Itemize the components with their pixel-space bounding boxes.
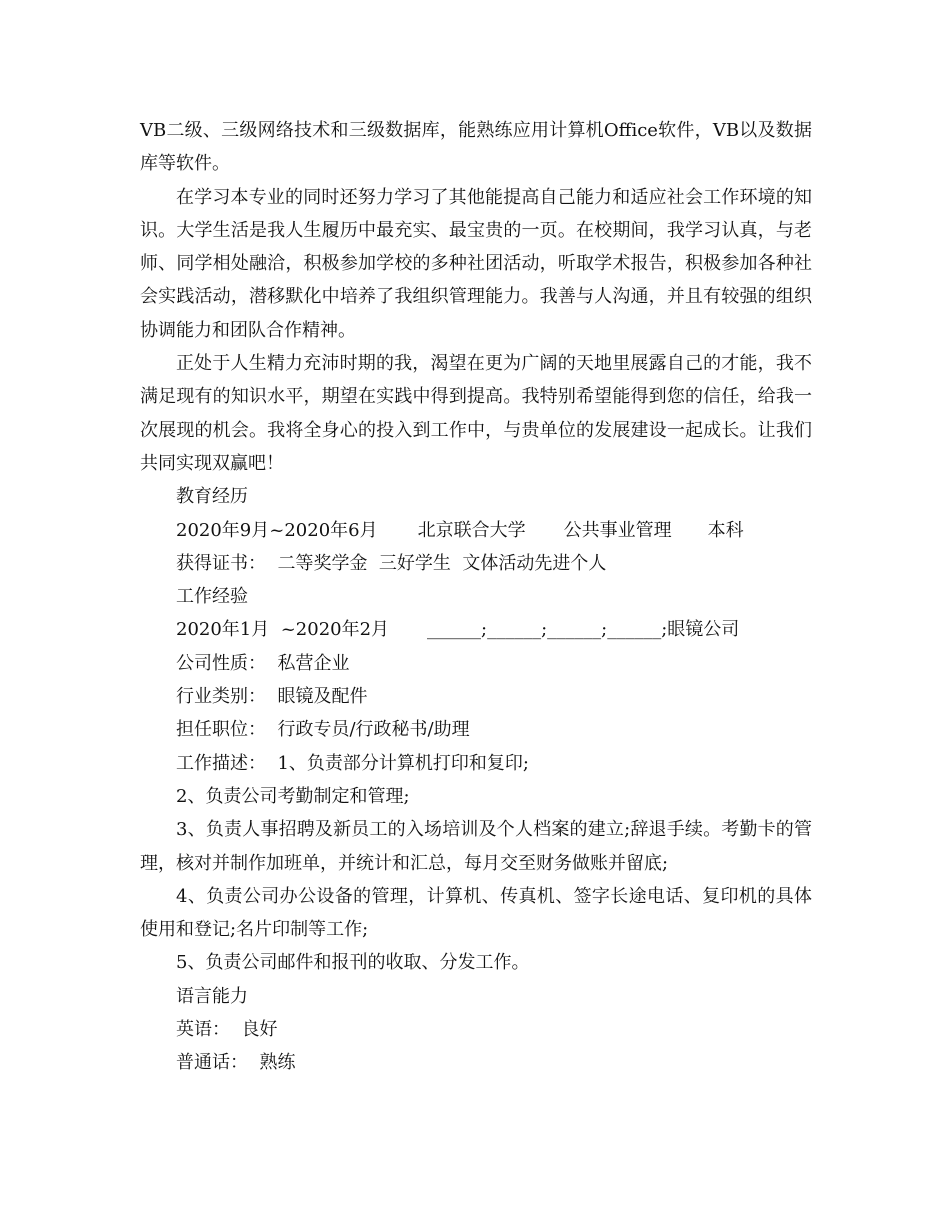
- work-period: 2020年1月 ~2020年2月: [176, 619, 390, 641]
- duty-3: 3、负责人事招聘及新员工的入场培训及个人档案的建立;辞退手续。考勤卡的管理，核对并制作加班单，并统计和汇总，每月交至财务做账并留底;: [140, 819, 812, 874]
- industry-line: 行业类别： 眼镜及配件: [176, 686, 368, 708]
- document-body: [140, 114, 812, 1080]
- duty-4: 4、负责公司办公设备的管理，计算机、传真机、签字长途电话、复印机的具体使用和登记;名片印制等工作;: [140, 885, 812, 941]
- education-heading: 教育经历: [176, 486, 248, 508]
- self-study-paragraph: 在学习本专业的同时还努力学习了其他能提高自己能力和适应社会工作环境的知识。大学生活是我人生履历中最充实、最宝贵的一页。在校期间，我学习认真，与老师、同学相处融洽，积极参加学校的多种社团活动，听取学术报告，积极参加各种社会实践活动，潜移默化中培养了我组织管理能力。我善与人沟通，并且有较强的组织协调能力和团队合作精神。: [140, 186, 812, 341]
- english-line: 英语： 良好: [176, 1019, 278, 1041]
- duty-5: 5、负责公司邮件和报刊的收取、分发工作。: [176, 952, 530, 974]
- work-row: [140, 613, 812, 646]
- education-major: 公共事业管理: [563, 519, 672, 541]
- work-heading: 工作经验: [176, 586, 248, 608]
- education-row: [140, 514, 812, 547]
- mandarin-line: 普通话： 熟练: [176, 1052, 296, 1074]
- education-degree: 本科: [707, 519, 744, 541]
- education-period: 2020年9月~2020年6月: [176, 519, 378, 541]
- skills-paragraph: VB二级、三级网络技术和三级数据库，能熟练应用计算机Office软件，VB以及数据库等软件。: [140, 120, 812, 175]
- aspiration-paragraph: 正处于人生精力充沛时期的我，渴望在更为广阔的天地里展露自己的才能，我不满足现有的知识水平，期望在实践中得到提高。我特别希望能得到您的信任，给我一次展现的机会。我将全身心的投入到工作中，与贵单位的发展建设一起成长。让我们共同实现双赢吧！: [140, 353, 812, 474]
- education-school: 北京联合大学: [417, 519, 526, 541]
- language-heading: 语言能力: [176, 985, 248, 1007]
- work-company: ______;______;______;______;眼镜公司: [427, 619, 740, 641]
- position-line: 担任职位： 行政专员/行政秘书/助理: [176, 719, 470, 741]
- company-nature-line: 公司性质： 私营企业: [176, 652, 350, 674]
- description-line: 工作描述： 1、负责部分计算机打印和复印;: [176, 752, 529, 774]
- duty-2: 2、负责公司考勤制定和管理;: [176, 785, 410, 807]
- certificates-line: 获得证书： 二等奖学金 三好学生 文体活动先进个人: [176, 552, 607, 574]
